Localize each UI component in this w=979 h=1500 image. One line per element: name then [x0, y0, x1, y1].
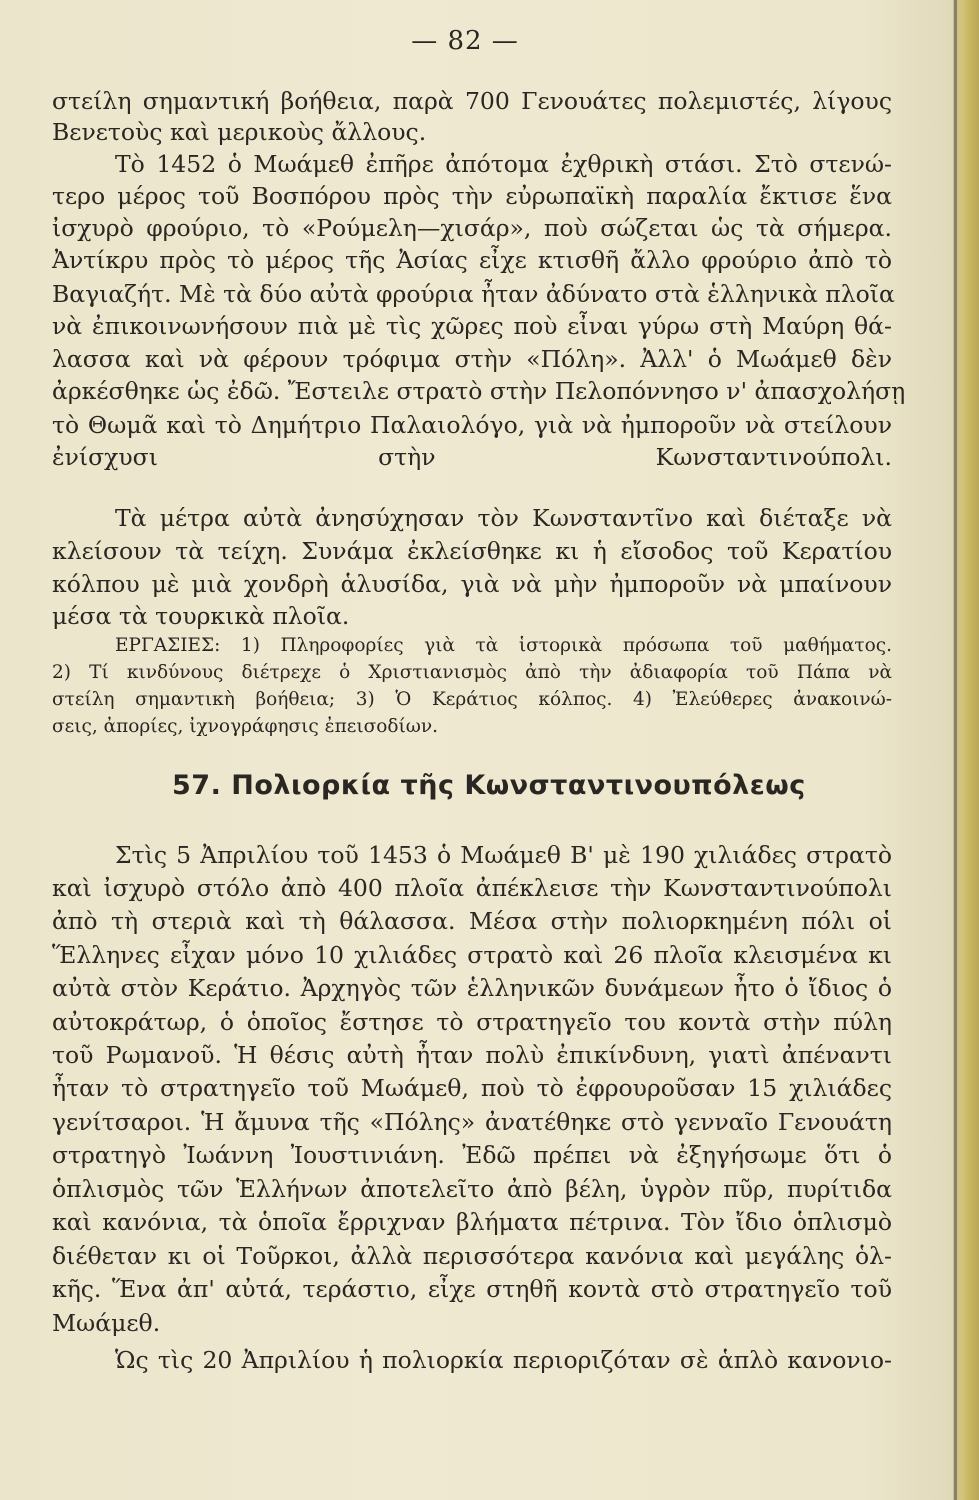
text-line: καὶ ἰσχυρὸ στόλο ἀπὸ 400 πλοῖα ἀπέκλεισε τὴν Κωνσταντινούπολι [52, 874, 892, 902]
text-line: γενίτσαροι. Ἡ ἄμυνα τῆς «Πόλης» ἀνατέθηκε στὸ γενναῖο Γενουάτη [52, 1108, 892, 1136]
exercises-line: στείλη σημαντικὴ βοήθεια; 3) Ὁ Κεράτιος κόλπος. 4) Ἐλεύθερες ἀνακοινώ- [52, 689, 892, 710]
text-line: νὰ ἐπικοινωνήσουν πιὰ μὲ τὶς χῶρες ποὺ εἶναι γύρω στὴ Μαύρη θά- [52, 312, 892, 340]
text-line: Βενετοὺς καὶ μερικοὺς ἄλλους. [52, 118, 427, 146]
text-line: Τὰ μέτρα αὐτὰ ἀνησύχησαν τὸν Κωνσταντῖνο καὶ διέταξε νὰ [115, 504, 892, 532]
text-line: Ἀντίκρυ πρὸς τὸ μέρος τῆς Ἀσίας εἶχε κτισθῆ ἄλλο φρούριο ἀπὸ τὸ [52, 246, 892, 274]
text-line: τερο μέρος τοῦ Βοσπόρου πρὸς τὴν εὐρωπαϊκὴ παραλία ἔκτισε ἕνα [52, 182, 892, 210]
text-line: καὶ κανόνια, τὰ ὁποῖα ἔρριχναν βλήματα πέτρινα. Τὸν ἴδιο ὁπλισμὸ [52, 1208, 892, 1236]
text-line: Ἕλληνες εἶχαν μόνο 10 χιλιάδες στρατὸ καὶ 26 πλοῖα κλεισμένα κι [52, 941, 892, 969]
text-line: αὐτοκράτωρ, ὁ ὁποῖος ἔστησε τὸ στρατηγεῖο του κοντὰ στὴν πύλη [52, 1008, 892, 1036]
text-line: Στὶς 5 Ἀπριλίου τοῦ 1453 ὁ Μωάμεθ Β' μὲ 190 χιλιάδες στρατὸ [115, 841, 892, 869]
text-line: ἦταν τὸ στρατηγεῖο τοῦ Μωάμεθ, ποὺ τὸ ἐφρουροῦσαν 15 χιλιάδες [52, 1074, 892, 1102]
text-line: Μωάμεθ. [52, 1309, 161, 1337]
text-line: Τὸ 1452 ὁ Μωάμεθ ἐπῆρε ἀπότομα ἐχθρικὴ στάσι. Στὸ στενώ- [115, 150, 892, 178]
text-line: κλείσουν τὰ τείχη. Συνάμα ἐκλείσθηκε κι ἡ εἴσοδος τοῦ Κερατίου [52, 537, 892, 565]
exercises-line: 2) Τί κινδύνους διέτρεχε ὁ Χριστιανισμὸς ἀπὸ τὴν ἀδιαφορία τοῦ Πάπα νὰ [52, 662, 892, 683]
page-edge-line [954, 0, 957, 1500]
text-line: Ὡς τὶς 20 Ἀπριλίου ἡ πολιορκία περιοριζόταν σὲ ἁπλὸ κανονιο- [115, 1346, 892, 1374]
text-line: τὸ Θωμᾶ καὶ τὸ Δημήτριο Παλαιολόγο, γιὰ νὰ ἠμποροῦν νὰ στείλουν [52, 411, 892, 439]
page-number: — 82 — [411, 26, 519, 56]
text-line: μέσα τὰ τουρκικὰ πλοῖα. [52, 602, 350, 630]
text-line: ἰσχυρὸ φρούριο, τὸ «Ρούμελη—χισάρ», ποὺ σώζεται ὡς τὰ σήμερα. [52, 214, 892, 242]
text-line: ὁπλισμὸς τῶν Ἑλλήνων ἀποτελεῖτο ἀπὸ βέλη, ὑγρὸν πῦρ, πυρίτιδα [52, 1175, 892, 1203]
text-line: ἐνίσχυσι στὴν Κωνσταντινούπολι. [52, 443, 892, 471]
exercises-line: ΕΡΓΑΣΙΕΣ: 1) Πληροφορίες γιὰ τὰ ἱστορικὰ πρόσωπα τοῦ μαθήματος. [115, 635, 892, 656]
text-line: στρατηγὸ Ἰωάννη Ἰουστινιάνη. Ἐδῶ πρέπει νὰ ἐξηγήσωμε ὅτι ὁ [52, 1141, 892, 1169]
section-heading: 57. Πολιορκία τῆς Κωνσταντινουπόλεως [172, 770, 806, 801]
text-line: τοῦ Ρωμανοῦ. Ἡ θέσις αὐτὴ ἦταν πολὺ ἐπικίνδυνη, γιατὶ ἀπέναντι [52, 1041, 892, 1069]
text-line: Βαγιαζήτ. Μὲ τὰ δύο αὐτὰ φρούρια ἦταν ἀδύνατο στὰ ἑλληνικὰ πλοῖα [52, 280, 895, 308]
text-line: ἀρκέσθηκε ὡς ἐδῶ. Ἔστειλε στρατὸ στὴν Πελοπόννησο ν' ἀπασχολήσῃ [52, 377, 906, 405]
text-line: αὐτὰ στὸν Κεράτιο. Ἀρχηγὸς τῶν ἑλληνικῶν δυνάμεων ἦτο ὁ ἴδιος ὁ [52, 974, 892, 1002]
text-line: διέθεταν κι οἱ Τοῦρκοι, ἀλλὰ περισσότερα κανόνια καὶ μεγάλης ὁλ- [52, 1242, 892, 1270]
text-line: ἀπὸ τὴ στεριὰ καὶ τὴ θάλασσα. Μέσα στὴν πολιορκημένη πόλι οἱ [52, 907, 892, 935]
text-line: λασσα καὶ νὰ φέρουν τρόφιμα στὴν «Πόλη». Ἀλλ' ὁ Μωάμεθ δὲν [52, 345, 892, 373]
exercises-line: σεις, ἀπορίες, ἰχνογράφησις ἐπεισοδίων. [52, 716, 438, 737]
text-line: στείλη σημαντική βοήθεια, παρὰ 700 Γενουάτες πολεμιστές, λίγους [52, 87, 892, 115]
text-line: κῆς. Ἕνα ἀπ' αὐτά, τεράστιο, εἶχε στηθῆ κοντὰ στὸ στρατηγεῖο τοῦ [52, 1275, 892, 1303]
text-line: κόλπου μὲ μιὰ χονδρὴ ἁλυσίδα, γιὰ νὰ μὴν ἠμποροῦν νὰ μπαίνουν [52, 570, 892, 598]
